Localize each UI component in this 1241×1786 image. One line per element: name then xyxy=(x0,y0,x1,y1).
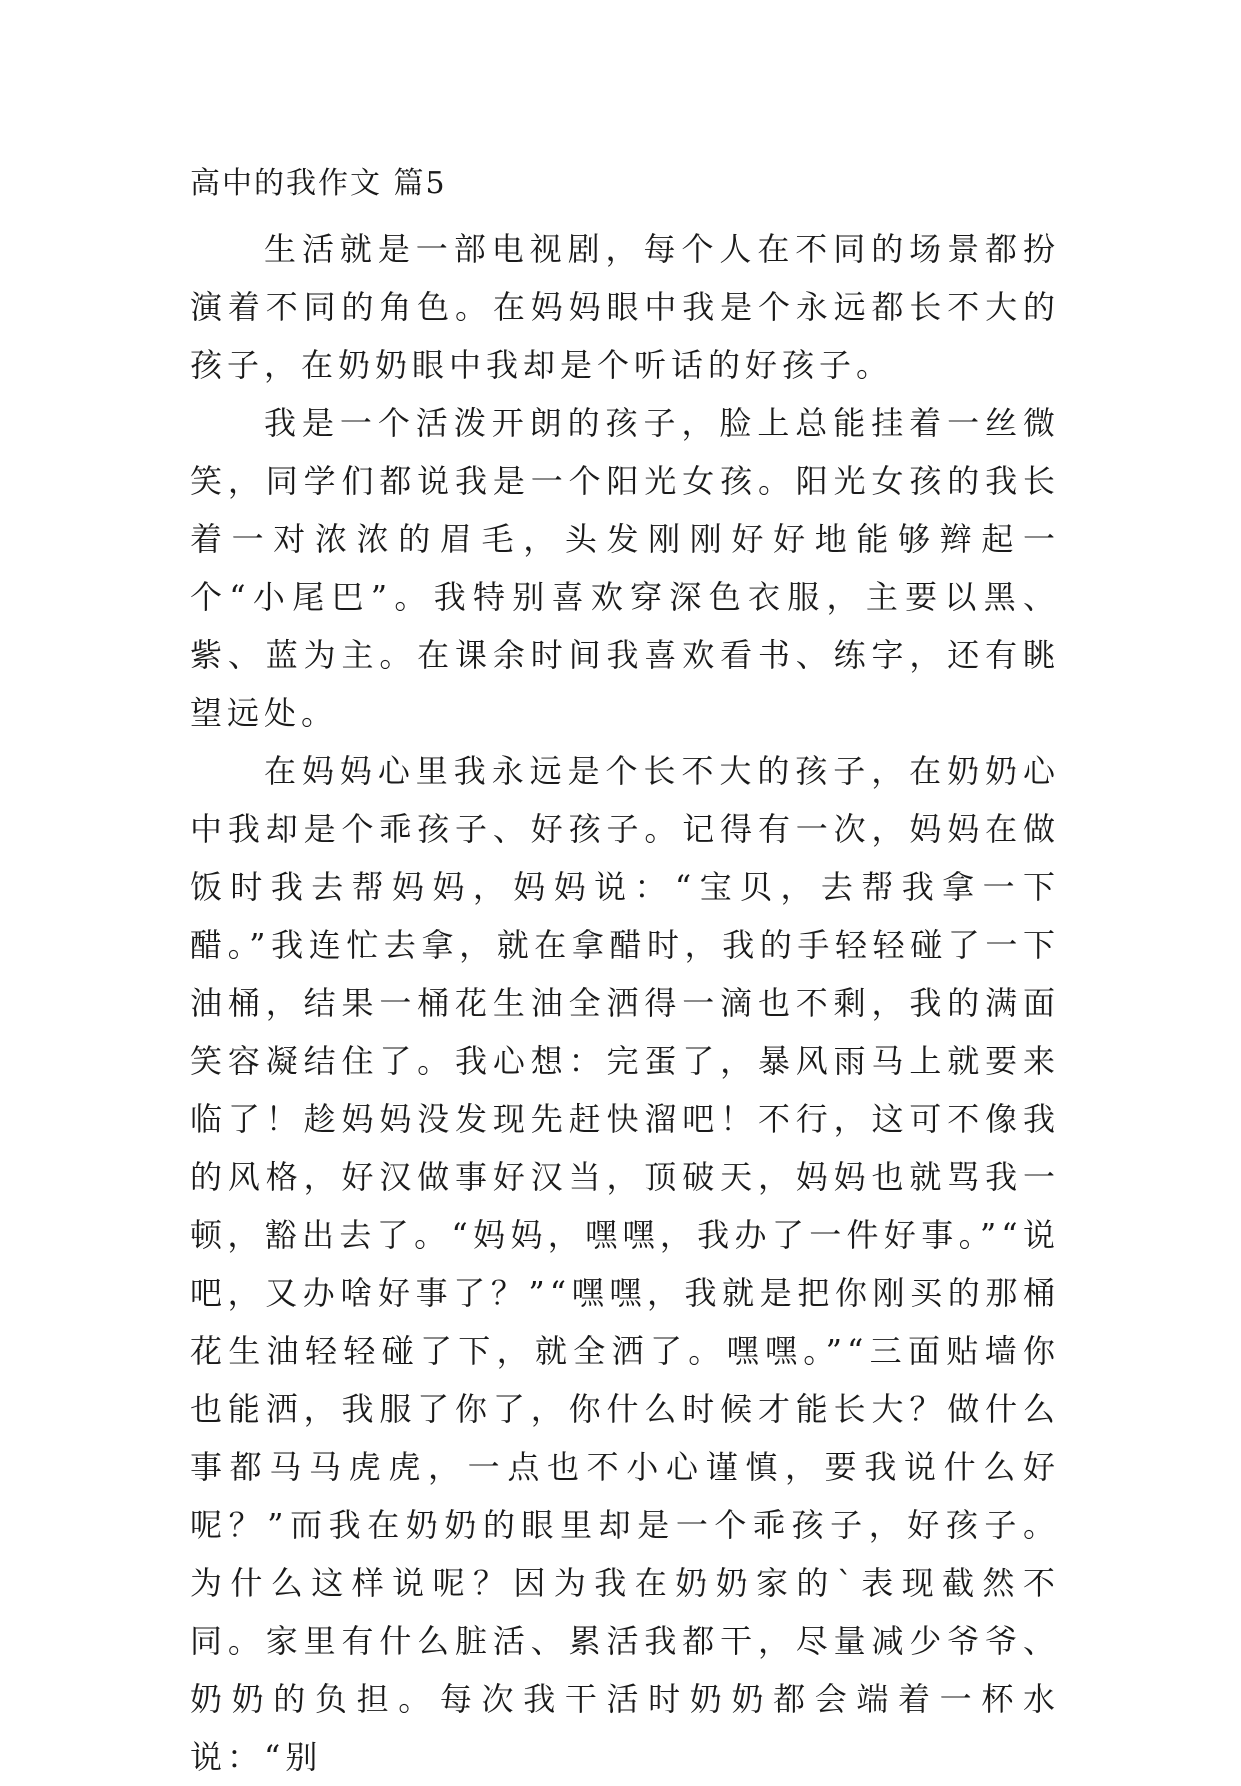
paragraph-3: 在妈妈心里我永远是个长不大的孩子，在奶奶心中我却是个乖孩子、好孩子。记得有一次，妈妈在做饭时我去帮妈妈，妈妈说：“宝贝，去帮我拿一下醋。”我连忙去拿，就在拿醋时，我的手轻轻碰了一下油桶，结果一桶花生油全洒得一滴也不剩，我的满面笑容凝结住了。我心想：完蛋了，暴风雨马上就要来临了！趁妈妈没发现先赶快溜吧！不行，这可不像我的风格，好汉做事好汉当，顶破天，妈妈也就骂我一顿，豁出去了。“妈妈，嘿嘿，我办了一件好事。”“说吧，又办啥好事了？”“嘿嘿，我就是把你刚买的那桶花生油轻轻碰了下，就全洒了。嘿嘿。”“三面贴墙你也能洒，我服了你了，你什么时候才能长大？做什么事都马马虎虎，一点也不小心谨慎，要我说什么好呢？”而我在奶奶的眼里却是一个乖孩子，好孩子。为什么这样说呢？因为我在奶奶家的`表现截然不同。家里有什么脏活、累活我都干，尽量减少爷爷、奶奶的负担。每次我干活时奶奶都会端着一杯水说：“别 xyxy=(190,752,1060,1776)
paragraph-2: 我是一个活泼开朗的孩子，脸上总能挂着一丝微笑，同学们都说我是一个阳光女孩。阳光女孩的我长着一对浓浓的眉毛，头发刚刚好好地能够辫起一个“小尾巴”。我特别喜欢穿深色衣服，主要以黑、紫、蓝为主。在课余时间我喜欢看书、练字，还有眺望远处。 xyxy=(190,404,1060,732)
paragraph-1: 生活就是一部电视剧，每个人在不同的场景都扮演着不同的角色。在妈妈眼中我是个永远都长不大的孩子，在奶奶眼中我却是个听话的好孩子。 xyxy=(190,230,1060,384)
document-body xyxy=(190,220,1060,1786)
document-title: 高中的我作文 篇5 xyxy=(190,166,447,201)
